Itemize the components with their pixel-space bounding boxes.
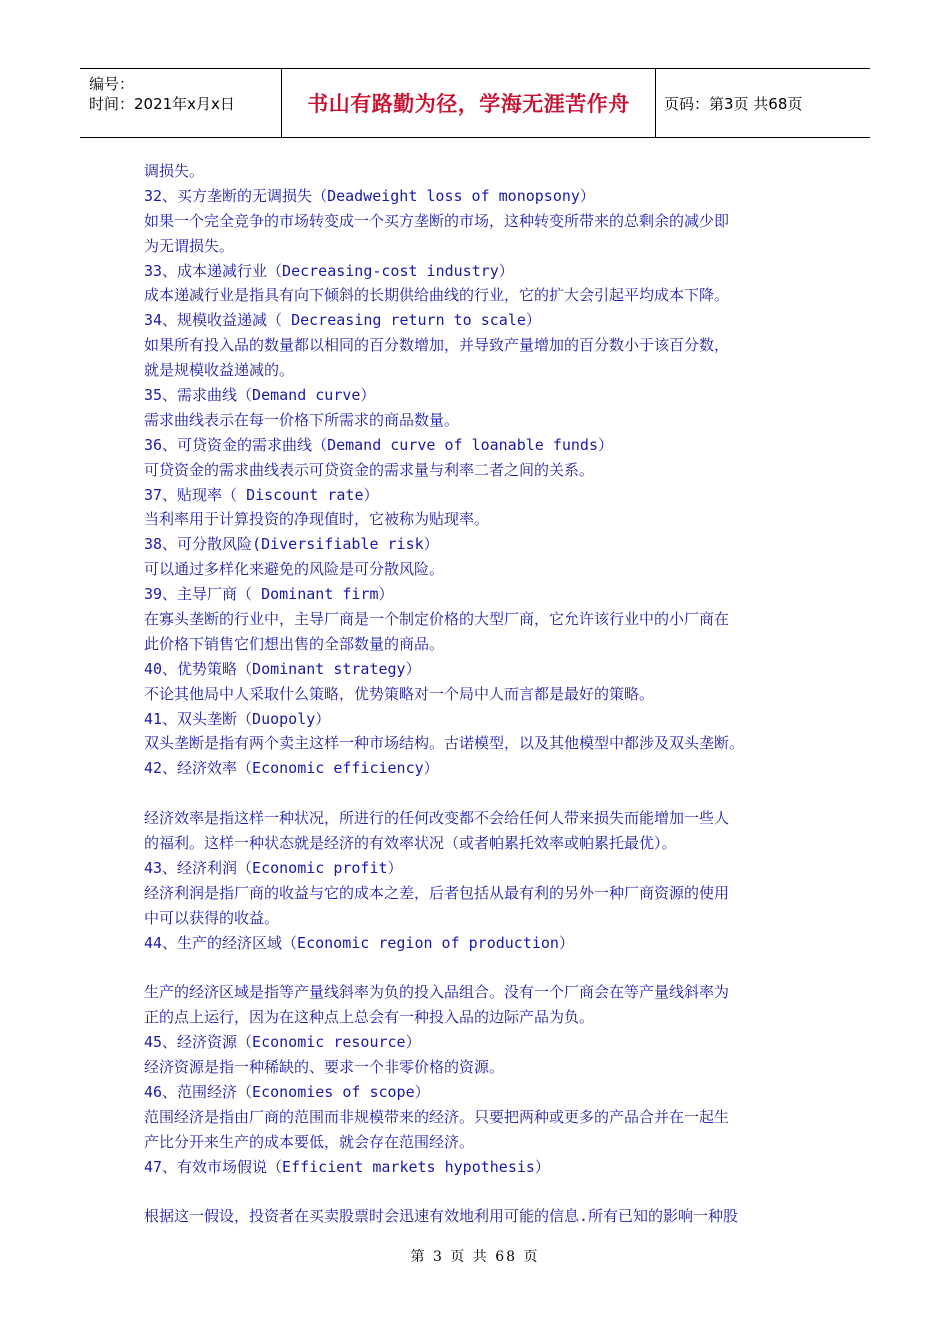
text-line: 成本递减行业是指具有向下倾斜的长期供给曲线的行业，它的扩大会引起平均成本下降。 bbox=[144, 286, 730, 305]
text-line: 的福利。这样一种状态就是经济的有效率状况（或者帕累托效率或帕累托最优）。 bbox=[144, 834, 677, 853]
blank-line bbox=[144, 1180, 814, 1205]
text-line: 当利率用于计算投资的净现值时，它被称为贴现率。 bbox=[144, 510, 490, 529]
text-line: 调损失。 bbox=[144, 162, 205, 180]
text-line: 41、双头垄断（Duopoly） bbox=[144, 709, 331, 728]
text-line: 产比分开来生产的成本要低，就会存在范围经济。 bbox=[144, 1132, 475, 1151]
doc-date-label: 时间：2021年x月x日 bbox=[89, 95, 235, 113]
text-line: 47、有效市场假说（Efficient markets hypothesis） bbox=[144, 1157, 550, 1176]
document-body bbox=[144, 159, 814, 1229]
text-line: 不论其他局中人采取什么策略，优势策略对一个局中人而言都是最好的策略。 bbox=[144, 684, 655, 703]
header-page-info: 页码：第3页 共68页 bbox=[664, 94, 803, 113]
page-footer: 第 3 页 共 68 页 bbox=[410, 1249, 540, 1265]
text-line: 此价格下销售它们想出售的全部数量的商品。 bbox=[144, 634, 445, 653]
text-line: 40、优势策略（Dominant strategy） bbox=[144, 659, 421, 678]
text-line: 经济利润是指厂商的收益与它的成本之差，后者包括从最有利的另外一种厂商资源的使用 bbox=[144, 883, 730, 902]
text-line: 42、经济效率（Economic efficiency） bbox=[144, 759, 439, 778]
text-line: 范围经济是指由厂商的范围而非规模带来的经济。只要把两种或更多的产品合并在一起生 bbox=[144, 1107, 730, 1126]
text-line: 45、经济资源（Economic resource） bbox=[144, 1033, 421, 1052]
blank-line bbox=[144, 781, 814, 806]
text-line: 经济效率是指这样一种状况，所进行的任何改变都不会给任何人带来损失而能增加一些人 bbox=[144, 809, 730, 828]
text-line: 就是规模收益递减的。 bbox=[144, 361, 295, 380]
page-header bbox=[80, 68, 870, 138]
text-line: 中可以获得的收益。 bbox=[144, 908, 280, 927]
text-line: 38、可分散风险(Diversifiable risk） bbox=[144, 535, 439, 554]
text-line: 生产的经济区域是指等产量线斜率为负的投入品组合。没有一个厂商会在等产量线斜率为 bbox=[144, 983, 730, 1002]
text-line: 39、主导厂商（ Dominant firm） bbox=[144, 585, 394, 604]
text-line: 可贷资金的需求曲线表示可贷资金的需求量与利率二者之间的关系。 bbox=[144, 460, 595, 479]
text-line: 如果一个完全竞争的市场转变成一个买方垄断的市场，这种转变所带来的总剩余的减少即 bbox=[144, 211, 730, 230]
header-page-cell bbox=[655, 69, 870, 137]
header-meta bbox=[80, 69, 281, 137]
text-line: 37、贴现率（ Discount rate） bbox=[144, 485, 379, 504]
doc-number-label: 编号： bbox=[89, 75, 135, 93]
text-line: 36、可贷资金的需求曲线（Demand curve of loanable funds） bbox=[144, 435, 613, 454]
text-line: 可以通过多样化来避免的风险是可分散风险。 bbox=[144, 560, 445, 579]
text-line: 正的点上运行，因为在这种点上总会有一种投入品的边际产品为负。 bbox=[144, 1008, 595, 1027]
text-line: 在寡头垄断的行业中，主导厂商是一个制定价格的大型厂商，它允许该行业中的小厂商在 bbox=[144, 610, 730, 629]
text-line: 如果所有投入品的数量都以相同的百分数增加，并导致产量增加的百分数小于该百分数， bbox=[144, 336, 730, 355]
text-line: 34、规模收益递减（ Decreasing return to scale） bbox=[144, 311, 541, 330]
text-line: 46、范围经济（Economies of scope） bbox=[144, 1082, 430, 1101]
text-line: 经济资源是指一种稀缺的、要求一个非零价格的资源。 bbox=[144, 1058, 505, 1077]
text-line: 43、经济利润（Economic profit） bbox=[144, 858, 403, 877]
text-line: 35、需求曲线（Demand curve） bbox=[144, 386, 376, 405]
header-motto: 书山有路勤为径，学海无涯苦作舟 bbox=[307, 91, 630, 116]
text-line: 32、买方垄断的无调损失（Deadweight loss of monopsony） bbox=[144, 186, 595, 205]
blank-line bbox=[144, 956, 814, 981]
header-motto-cell bbox=[281, 69, 656, 137]
text-line: 为无谓损失。 bbox=[144, 236, 235, 255]
text-line: 44、生产的经济区域（Economic region of production） bbox=[144, 933, 574, 952]
text-line: 双头垄断是指有两个卖主这样一种市场结构。古诺模型，以及其他模型中都涉及双头垄断。 bbox=[144, 734, 745, 753]
text-line: 根据这一假设，投资者在买卖股票时会迅速有效地利用可能的信息.所有已知的影响一种股 bbox=[144, 1207, 739, 1226]
text-line: 33、成本递减行业（Decreasing-cost industry） bbox=[144, 261, 514, 280]
text-line: 需求曲线表示在每一价格下所需求的商品数量。 bbox=[144, 410, 460, 429]
